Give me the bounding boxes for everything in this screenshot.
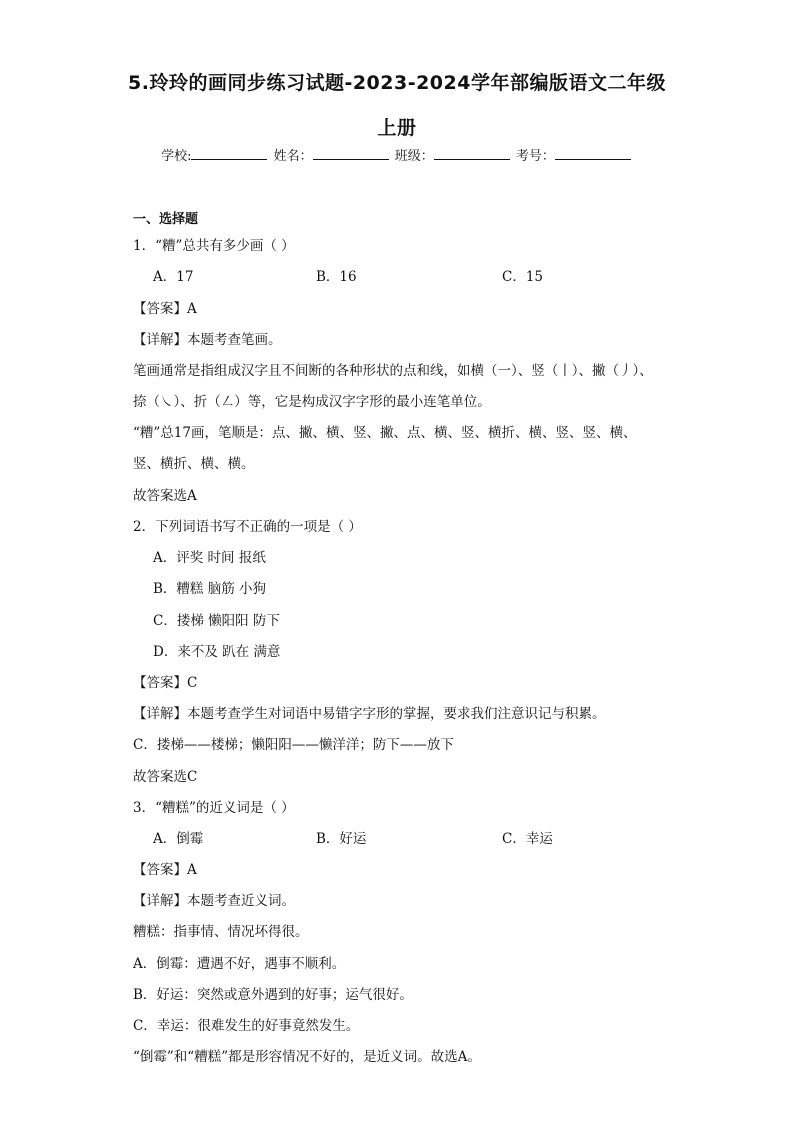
class-label: 班级： — [394, 149, 434, 164]
q3-detail-line: 糟糕：指事情、情况坏得很。 — [133, 924, 309, 940]
q3-answer: 【答案】A — [133, 862, 197, 878]
q1-detail-line: “糟”总17画，笔顺是：点、撇、横、竖、撇、点、横、竖、横折、横、竖、竖、横、 — [133, 425, 637, 441]
q1-detail-line: 捺（㇏）、折（㇜）等，它是构成汉字字形的最小连笔单位。 — [133, 394, 491, 410]
q2-option-c[interactable]: C．搂梯 懒阳阳 防下 — [153, 613, 280, 629]
q3-option-c[interactable]: C．幸运 — [502, 831, 553, 847]
worksheet-title-line2: 上册 — [377, 117, 417, 139]
school-label: 学校: — [161, 149, 192, 164]
q1-detail-line: 故答案选A — [133, 488, 197, 504]
q3-detail-line: A．倒霉：遭遇不好，遇事不顺利。 — [133, 956, 346, 972]
class-blank[interactable] — [434, 147, 510, 160]
q2-option-a[interactable]: A．评奖 时间 报纸 — [153, 550, 266, 566]
q2-detail-line: 故答案选C — [133, 769, 198, 785]
q3-detail-line: “倒霉”和“糟糕”都是形容情况不好的，是近义词。故选A。 — [133, 1049, 481, 1065]
name-blank[interactable] — [313, 147, 389, 160]
q2-answer: 【答案】C — [133, 675, 198, 691]
q3-option-a[interactable]: A．倒霉 — [153, 831, 204, 847]
q1-option-c[interactable]: C．15 — [502, 269, 544, 285]
q2-option-b[interactable]: B．糟糕 脑筋 小狗 — [153, 581, 267, 597]
section-heading: 一、选择题 — [133, 212, 199, 227]
name-label: 姓名： — [273, 149, 313, 164]
q2-detail-line: 【详解】本题考查学生对词语中易错字字形的掌握，要求我们注意识记与积累。 — [133, 706, 606, 722]
q1-answer: 【答案】A — [133, 301, 197, 317]
q3-option-b[interactable]: B．好运 — [316, 831, 367, 847]
q3-detail-line: C．幸运：很难发生的好事竟然发生。 — [133, 1018, 360, 1034]
q1-detail-line: 【详解】本题考查笔画。 — [133, 332, 282, 348]
number-blank[interactable] — [555, 147, 631, 160]
q1-detail-line: 笔画通常是指组成汉字且不间断的各种形状的点和线，如横（一）、竖（丨）、撇（丿）、 — [133, 363, 653, 379]
q3-options — [0, 827, 794, 845]
q3-detail-line: 【详解】本题考查近义词。 — [133, 893, 295, 909]
student-info-line — [0, 145, 794, 164]
worksheet-title-line1: 5.玲玲的画同步练习试题-2023-2024学年部编版语文二年级 — [128, 72, 666, 94]
q3-detail-line: B．好运：突然或意外遇到的好事；运气很好。 — [133, 987, 413, 1003]
q2-option-d[interactable]: D．来不及 趴在 满意 — [153, 644, 281, 660]
q1-options — [0, 265, 794, 283]
q1-stem: 1．“糟”总共有多少画（ ） — [133, 238, 295, 254]
q1-option-b[interactable]: B．16 — [316, 269, 357, 285]
school-blank[interactable] — [191, 147, 267, 160]
number-label: 考号： — [515, 149, 555, 164]
q3-stem: 3．“糟糕”的近义词是（ ） — [133, 800, 295, 816]
q1-detail-line: 竖、横折、横、横。 — [133, 456, 255, 472]
q2-stem: 2．下列词语书写不正确的一项是（ ） — [133, 519, 362, 535]
q2-detail-line: C．搂梯——楼梯；懒阳阳——懒洋洋；防下——放下 — [133, 737, 454, 753]
q1-option-a[interactable]: A．17 — [153, 269, 194, 285]
